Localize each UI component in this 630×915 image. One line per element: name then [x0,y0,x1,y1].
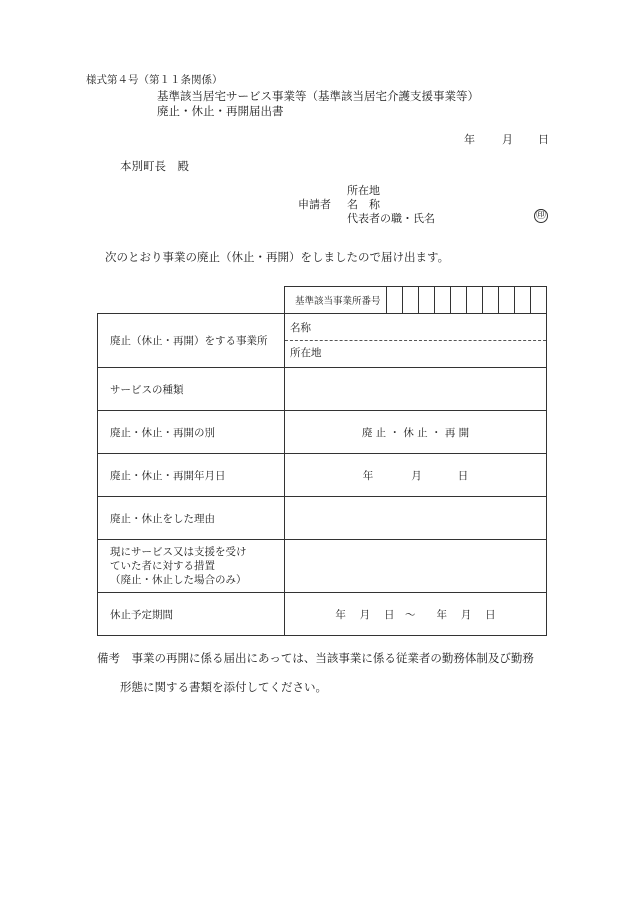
blank-cell [98,287,285,314]
service-type-label: サービスの種類 [98,368,285,411]
seal-mark: ㊞ [536,210,546,221]
office-label: 廃止（休止・再開）をする事業所 [98,314,285,368]
category-field[interactable]: 廃 止 ・ 休 止 ・ 再 開 [285,411,547,454]
measures-label [98,540,285,593]
form-title-line2: 廃止・休止・再開届出書 [157,104,284,118]
digit-box[interactable] [386,287,402,313]
change-date-field[interactable] [285,454,547,497]
addressee: 本別町長 殿 [120,159,189,173]
digit-box[interactable] [418,287,434,313]
office-field-group [285,314,547,368]
digit-box[interactable] [514,287,530,313]
change-date-year: 年 [362,469,374,482]
measures-label-line2: ていた者に対する措置 [110,560,215,572]
applicant-label: 申請者 [298,198,331,211]
office-number-label: 基準該当事業所番号 [295,296,381,307]
office-number-field[interactable] [285,287,547,314]
date-label: 廃止・休止・再開年月日 [98,454,285,497]
category-label: 廃止・休止・再開の別 [98,411,285,454]
change-date-day: 日 [457,469,469,482]
notes-line2: 形態に関する書類を添付してください。 [120,680,327,694]
digit-box[interactable] [402,287,418,313]
digit-box[interactable] [434,287,450,313]
period-label: 休止予定期間 [98,593,285,636]
form-title-line1: 基準該当居宅サービス事業等（基準該当居宅介護支援事業等） [157,89,479,103]
office-name-label: 名称 [290,322,311,334]
digit-box[interactable] [530,287,546,313]
notes-line1: 備考 事業の再開に係る届出にあっては、当該事業に係る従業者の勤務体制及び勤務 [97,651,534,665]
measures-label-line1: 現にサービス又は支援を受け [110,546,247,558]
service-type-field[interactable] [285,368,547,411]
date-day: 日 [538,133,549,146]
digit-box[interactable] [482,287,498,313]
digit-box[interactable] [450,287,466,313]
applicant-address-label: 所在地 [347,184,380,197]
digit-box[interactable] [466,287,482,313]
applicant-rep-label: 代表者の職・氏名 [347,212,435,225]
measures-label-line3: （廃止・休止した場合のみ） [110,574,247,586]
office-name-field[interactable] [285,316,546,340]
date-month: 月 [502,133,513,146]
measures-field[interactable] [285,540,547,593]
office-number-digit-boxes [386,287,546,313]
office-address-label: 所在地 [290,347,322,359]
reason-label: 廃止・休止をした理由 [98,497,285,540]
applicant-name-label: 名 称 [347,198,380,211]
reason-field[interactable] [285,497,547,540]
date-year: 年 [464,133,475,146]
change-date-month: 月 [411,469,422,482]
office-address-field[interactable] [285,340,546,365]
form-number: 様式第４号（第１１条関係） [86,74,223,86]
notification-table [97,286,547,636]
period-field[interactable]: 年 月 日 ～ 年 月 日 [285,593,547,636]
digit-box[interactable] [498,287,514,313]
statement-text: 次のとおり事業の廃止（休止・再開）をしましたので届け出ます。 [105,250,450,264]
